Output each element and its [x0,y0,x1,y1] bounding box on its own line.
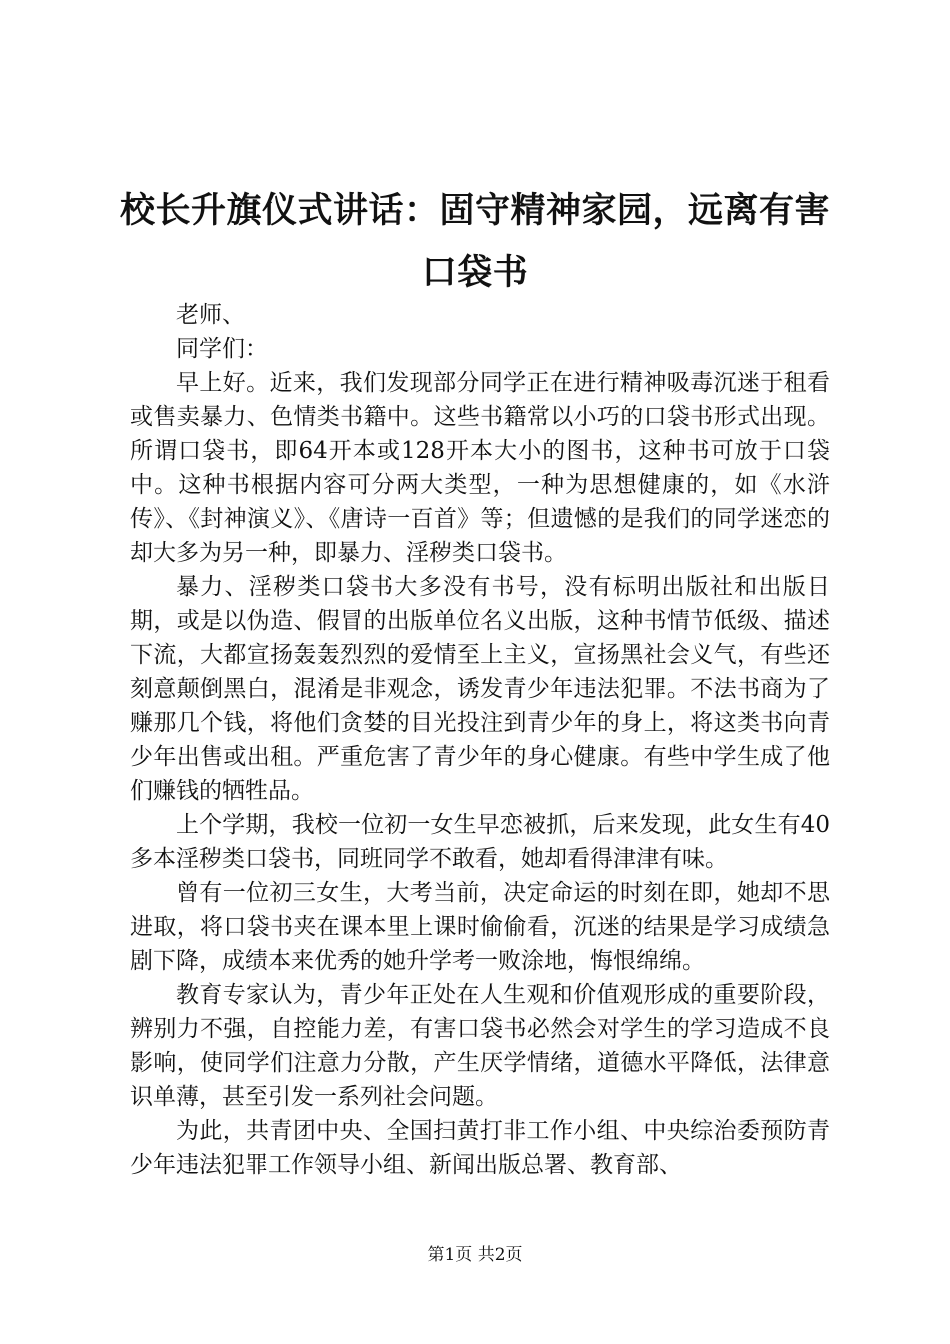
salutation-line: 同学们： [176,336,268,362]
body-paragraph: 早上好。近来，我们发现部分同学正在进行精神吸毒沉迷于租看或售卖暴力、色情类书籍中。这些书籍常以小巧的口袋书形式出现。所谓口袋书，即64开本或128开本大小的图书，这种书可放于口袋中。这种书根据内容可分两大类型，一种为思想健康的，如《水浒传》、《封神演义》、《唐诗一百首》等；但遗憾的是我们的同学迷恋的却大多为另一种，即暴力、淫秽类口袋书。 [130,370,830,566]
document-title: 校长升旗仪式讲话：固守精神家园，远离有害口袋书 [119,190,830,293]
body-paragraph: 上个学期，我校一位初一女生早恋被抓，后来发现，此女生有40多本淫秽类口袋书，同班同学不敢看，她却看得津津有味。 [130,812,830,872]
body-paragraph: 为此，共青团中央、全国扫黄打非工作小组、中央综治委预防青少年违法犯罪工作领导小组、新闻出版总署、教育部、 [130,1118,830,1178]
body-paragraph: 暴力、淫秽类口袋书大多没有书号，没有标明出版社和出版日期，或是以伪造、假冒的出版单位名义出版，这种书情节低级、描述下流，大都宣扬轰轰烈烈的爱情至上主义，宣扬黑社会义气，有些还刻意颠倒黑白，混淆是非观念，诱发青少年违法犯罪。不法书商为了赚那几个钱，将他们贪婪的目光投注到青少年的身上，将这类书向青少年出售或出租。严重危害了青少年的身心健康。有些中学生成了他们赚钱的牺牲品。 [130,574,830,804]
salutation-line: 老师、 [176,302,245,328]
body-paragraph: 曾有一位初三女生，大考当前，决定命运的时刻在即，她却不思进取，将口袋书夹在课本里上课时偷偷看，沉迷的结果是学习成绩急剧下降，成绩本来优秀的她升学考一败涂地，悔恨绵绵。 [130,880,830,974]
page-indicator: 第1页 共2页 [427,1245,523,1265]
body-paragraph: 教育专家认为，青少年正处在人生观和价值观形成的重要阶段，辨别力不强，自控能力差，有害口袋书必然会对学生的学习造成不良影响，使同学们注意力分散，产生厌学情绪，道德水平降低，法律意识单薄，甚至引发一系列社会问题。 [130,982,830,1110]
document-body [130,298,830,1182]
